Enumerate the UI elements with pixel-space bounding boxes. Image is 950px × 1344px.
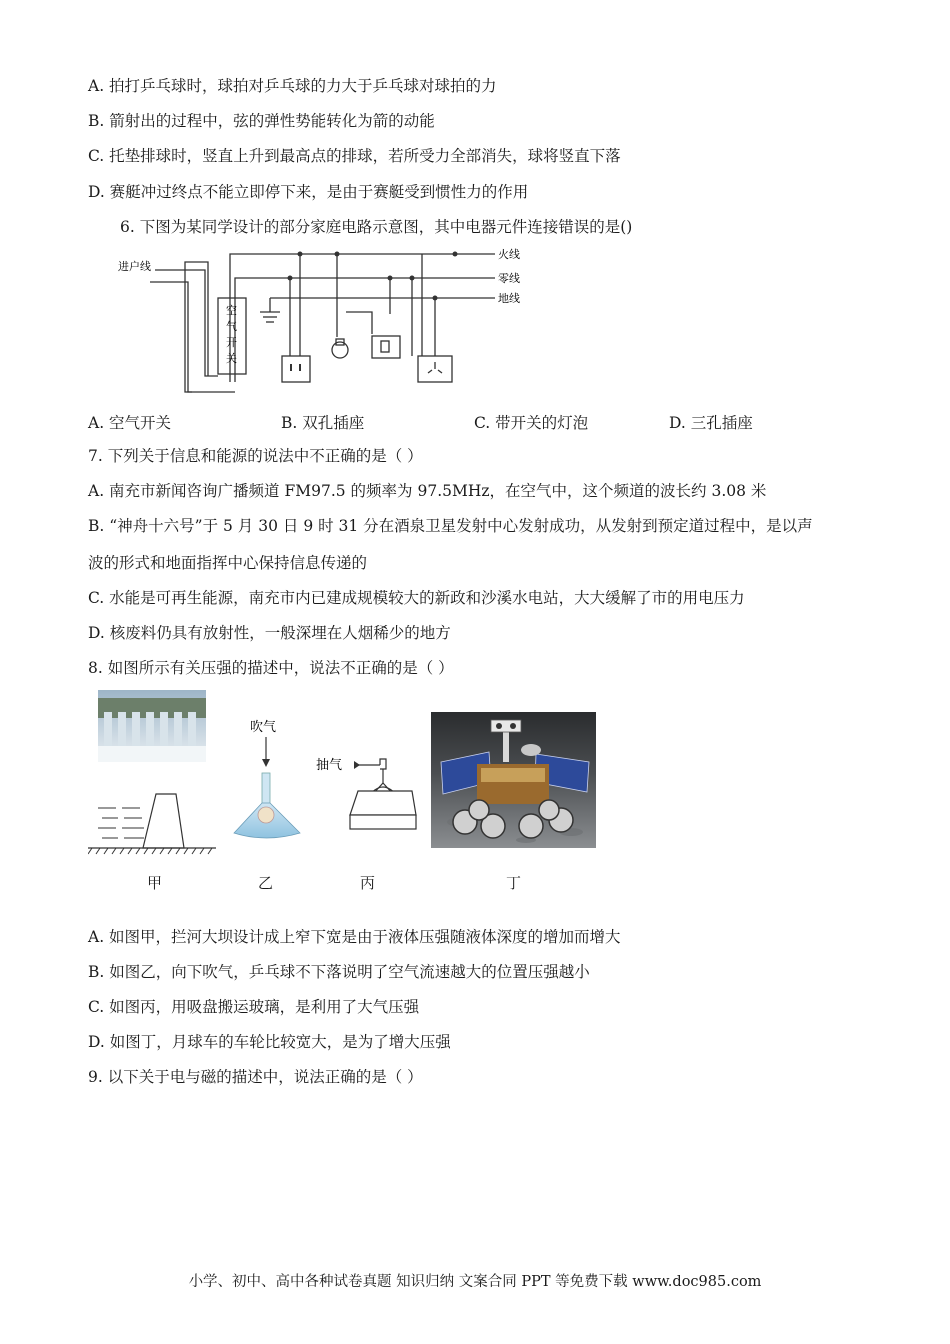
q6-option-d: D. 三孔插座 <box>669 414 753 432</box>
q7-option-d: D. 核废料仍具有放射性，一般深埋在人烟稀少的地方 <box>88 624 451 642</box>
pump-label: 抽气 <box>316 758 343 773</box>
live-wire-label: 火线 <box>498 248 520 261</box>
neutral-wire-label: 零线 <box>498 272 520 285</box>
q9-stem: 9. 以下关于电与磁的描述中，说法正确的是（ ） <box>88 1068 423 1086</box>
q6-option-a: A. 空气开关 <box>88 414 172 432</box>
fig-label-ding: 丁 <box>506 874 522 892</box>
suction-figure <box>312 745 422 835</box>
lunar-rover-figure <box>431 712 596 848</box>
q6-options <box>88 411 868 431</box>
q7-option-a: A. 南充市新闻咨询广播频道 FM97.5 的频率为 97.5MHz，在空气中，这个频道的波长约 3.08 米 <box>88 482 767 500</box>
q5-option-b: B. 箭射出的过程中，弦的弹性势能转化为箭的动能 <box>88 112 435 130</box>
blow-label: 吹气 <box>250 720 277 735</box>
breaker-char-3: 开 <box>226 336 237 349</box>
fig-label-bing: 丙 <box>360 874 376 892</box>
q6-option-b: B. 双孔插座 <box>281 414 365 432</box>
breaker-char-4: 关 <box>226 352 237 365</box>
circuit-diagram <box>110 242 540 397</box>
fig-label-jia: 甲 <box>147 874 163 892</box>
breaker-char-1: 空 <box>226 304 237 317</box>
breaker-char-2: 气 <box>226 320 237 333</box>
entry-wire-label: 进户线 <box>118 260 151 273</box>
q7-option-b-line1: B. “神舟十六号”于 5 月 30 日 9 时 31 分在酒泉卫星发射中心发射成功，从发射到预定道过程中，是以声 <box>88 517 813 535</box>
ground-wire-label: 地线 <box>498 292 520 305</box>
fig-label-yi: 乙 <box>258 874 274 892</box>
q8-option-a: A. 如图甲，拦河大坝设计成上窄下宽是由于液体压强随液体深度的增加而增大 <box>88 928 621 946</box>
q5-option-d: D. 赛艇冲过终点不能立即停下来，是由于赛艇受到惯性力的作用 <box>88 183 529 201</box>
page-footer: 小学、初中、高中各种试卷真题 知识归纳 文案合同 PPT 等免费下载 www.doc985.com <box>188 1274 762 1290</box>
q7-option-b-line2: 波的形式和地面指挥中心保持信息传递的 <box>88 554 368 572</box>
q8-option-d: D. 如图丁，月球车的车轮比较宽大，是为了增大压强 <box>88 1033 451 1051</box>
q8-option-c: C. 如图丙，用吸盘搬运玻璃，是利用了大气压强 <box>88 998 420 1016</box>
q5-option-c: C. 托垫排球时，竖直上升到最高点的排球，若所受力全部消失，球将竖直下落 <box>88 147 621 165</box>
q7-option-c: C. 水能是可再生能源，南充市内已建成规模较大的新政和沙溪水电站，大大缓解了市的用电压力 <box>88 589 745 607</box>
dam-figure <box>88 690 218 860</box>
q8-option-b: B. 如图乙，向下吹气，乒乓球不下落说明了空气流速越大的位置压强越小 <box>88 963 590 981</box>
q6-stem: 6. 下图为某同学设计的部分家庭电路示意图，其中电器元件连接错误的是() <box>120 218 633 236</box>
q8-stem: 8. 如图所示有关压强的描述中，说法不正确的是（ ） <box>88 659 454 677</box>
funnel-figure <box>228 715 308 845</box>
q7-stem: 7. 下列关于信息和能源的说法中不正确的是（ ） <box>88 447 423 465</box>
q6-option-c: C. 带开关的灯泡 <box>474 414 589 432</box>
q5-option-a: A. 拍打乒乓球时，球拍对乒乓球的力大于乒乓球对球拍的力 <box>88 77 497 95</box>
